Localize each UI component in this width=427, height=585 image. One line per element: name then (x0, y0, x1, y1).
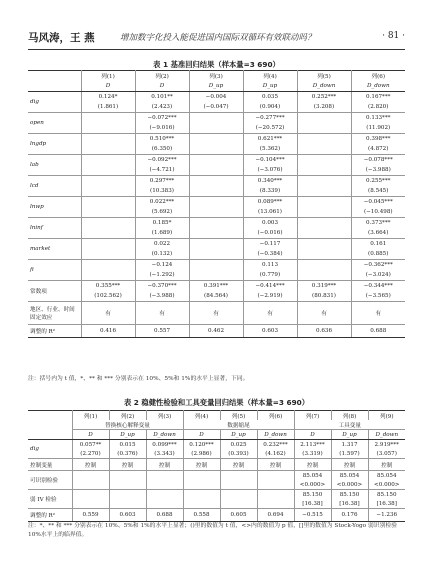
ctrl-label: 控制变量 (28, 459, 72, 471)
t-cell: (2.423) (135, 102, 189, 113)
ctrl-cell: 控制 (109, 459, 146, 471)
t-cell: (−3.988) (351, 165, 405, 176)
coef-cell: 0.022*** (135, 197, 189, 208)
coef-cell (189, 197, 243, 208)
t-cell (81, 249, 135, 260)
r2-cell: 0.557 (135, 325, 189, 338)
t-cell (297, 144, 351, 155)
page-number: · 81 · (382, 31, 405, 41)
t-cell (297, 123, 351, 134)
coef-cell (81, 155, 135, 166)
t-cell: (8.339) (243, 186, 297, 197)
col-head: 列(1) (72, 411, 109, 421)
col-head: 列(4) (183, 411, 220, 421)
coef-cell (189, 113, 243, 124)
empty-cell (220, 471, 257, 490)
dep-var: D_down (351, 81, 405, 92)
coef-cell: 1.317 (331, 440, 368, 450)
coef-cell: 0.133*** (366, 115, 391, 121)
coef-cell: −0.104*** (243, 155, 297, 166)
table2-note: 注：*、** 和 *** 分别表示在 10%、5%和 1%的水平上显著；()里的数值为 t 值，<>内的数值为 p 值，[]里的数值为 Stock-Yogo 弱识别检验 10%水平上的临界值。 (28, 523, 397, 538)
coef-cell (297, 218, 351, 229)
table1 (28, 70, 405, 338)
coef-cell: 0.232*** (257, 440, 294, 450)
t-cell: (84.564) (189, 291, 243, 302)
row-label: lnwp (28, 197, 81, 218)
t-cell (189, 249, 243, 260)
dep-var: D_down (368, 430, 405, 440)
empty-cell (183, 471, 220, 490)
kp-stat: 85.054 (376, 472, 397, 479)
coef-cell: −0.370*** (135, 281, 189, 292)
coef-cell: −0.414*** (243, 281, 297, 292)
empty-cell (109, 471, 146, 490)
t-cell (297, 207, 351, 218)
coef-cell: 0.319*** (297, 281, 351, 292)
col-head: 列(2) (135, 71, 189, 82)
t-cell (297, 165, 351, 176)
coef-cell: 0.003 (243, 218, 297, 229)
t-cell: (−3.076) (243, 165, 297, 176)
col-head: 列(6) (351, 71, 405, 82)
coef-cell (189, 260, 243, 271)
t-cell (81, 186, 135, 197)
coef-cell: 0.161 (370, 241, 387, 247)
t-cell (81, 270, 135, 281)
row-label: dig (28, 440, 72, 459)
ctrl-cell: 控制 (146, 459, 183, 471)
coef-cell: 0.510*** (135, 134, 189, 145)
kp-stat: 85.054 (331, 471, 368, 481)
col-head: 列(9) (368, 411, 405, 421)
t-cell: (13.061) (243, 207, 297, 218)
empty-cell (257, 471, 294, 490)
t-cell (297, 228, 351, 239)
coef-cell: −0.004 (189, 92, 243, 103)
col-head: 列(3) (146, 411, 183, 421)
row-label: lcd (28, 176, 81, 197)
t-cell: (2.986) (183, 449, 220, 459)
weak-cv: [16.38] (331, 499, 368, 509)
coef-cell (81, 260, 135, 271)
r2-cell: −1.236 (368, 509, 405, 522)
coef-cell (189, 155, 243, 166)
coef-cell: 0.297*** (135, 176, 189, 187)
r2-cell: 0.603 (243, 325, 297, 338)
t-cell (81, 123, 135, 134)
col-head: 列(5) (220, 411, 257, 421)
kp-label: 可识别检验 (28, 471, 72, 490)
t-cell: (1.597) (331, 449, 368, 459)
dep-var: D (81, 81, 135, 92)
r2-cell: 0.694 (257, 509, 294, 522)
header-rule (28, 49, 405, 50)
coef-cell: 0.113 (243, 260, 297, 271)
coef-cell: 0.340*** (243, 176, 297, 187)
coef-cell: 0.167*** (366, 94, 391, 100)
row-label: lngdp (28, 134, 81, 155)
t-cell: (−1.292) (135, 270, 189, 281)
t-cell: (1.689) (135, 228, 189, 239)
coef-cell (81, 218, 135, 229)
r2-cell: 0.603 (109, 509, 146, 522)
weak-cv: [16.38] (294, 499, 331, 509)
coef-cell: 0.015 (109, 440, 146, 450)
corner-cell (28, 71, 81, 82)
t-cell: (3.343) (146, 449, 183, 459)
corner-cell (28, 430, 72, 440)
corner-cell (28, 411, 72, 421)
corner-cell (28, 81, 81, 92)
coef-cell (297, 155, 351, 166)
ctrl-cell: 控制 (368, 459, 405, 471)
t-cell (189, 186, 243, 197)
weak-iv-label: 弱 IV 检验 (28, 490, 72, 509)
coef-cell: 0.035 (243, 92, 297, 103)
fe-label (28, 302, 81, 325)
t-cell: (8.545) (351, 186, 405, 197)
coef-cell: 0.373*** (366, 220, 391, 226)
coef-cell: 0.120*** (183, 440, 220, 450)
col-head: 列(6) (257, 411, 294, 421)
ctrl-cell: 控制 (294, 459, 331, 471)
coef-cell: −0.045*** (363, 199, 393, 205)
group-head: 数据缩尾 (183, 420, 294, 430)
t-cell: (−0.384) (243, 249, 297, 260)
fe-cell: 有 (243, 302, 297, 325)
t-cell: (0.779) (243, 270, 297, 281)
t-cell (189, 228, 243, 239)
t-cell: (10.383) (135, 186, 189, 197)
coef-cell: 0.355*** (81, 281, 135, 292)
r2-cell: 0.559 (72, 509, 109, 522)
kp-p: <0.000> (294, 480, 331, 490)
t-cell: (3.057) (368, 449, 405, 459)
t-cell: (3.208) (297, 102, 351, 113)
fe-cell: 有 (135, 302, 189, 325)
coef-cell: 0.089*** (243, 197, 297, 208)
r2-cell: 0.558 (183, 509, 220, 522)
t-cell: (80.831) (297, 291, 351, 302)
empty-cell (109, 490, 146, 509)
r2-label: 调整的 R² (28, 509, 72, 522)
fe-cell: 有 (351, 302, 405, 325)
dep-var: D (135, 81, 189, 92)
kp-p: <0.000> (368, 480, 405, 490)
fe-label-line1: 地区、行业、时间 (30, 307, 75, 313)
t-cell (81, 165, 135, 176)
t-cell: (4.162) (257, 449, 294, 459)
t-cell: (0.885) (351, 249, 405, 260)
coef-cell: 0.099*** (146, 440, 183, 450)
r2-cell: 0.416 (81, 325, 135, 338)
table1-caption: 表 1 基准回归结果（样本量=3 690） (153, 60, 280, 69)
r2-cell: 0.462 (189, 325, 243, 338)
fe-cell: 有 (189, 302, 243, 325)
t-cell: (102.562) (81, 291, 135, 302)
coef-cell: −0.117 (243, 239, 297, 250)
coef-cell: −0.124 (135, 260, 189, 271)
r2-cell: 0.605 (220, 509, 257, 522)
t-cell: (−10.498) (351, 207, 405, 218)
coef-cell: −0.344*** (363, 283, 393, 289)
coef-cell: −0.072*** (135, 113, 189, 124)
t-cell: (2.270) (72, 449, 109, 459)
r2-cell: 0.688 (351, 325, 405, 338)
t-cell (189, 144, 243, 155)
coef-cell: 0.391*** (189, 281, 243, 292)
dep-var: D_down (146, 430, 183, 440)
coef-cell: 0.025 (220, 440, 257, 450)
coef-cell (297, 197, 351, 208)
authors: 马风涛，王 燕 (28, 32, 95, 44)
dep-var: D_down (257, 430, 294, 440)
t-cell: (−0.016) (243, 228, 297, 239)
table2 (28, 410, 405, 522)
r2-cell: 0.688 (146, 509, 183, 522)
t-cell: (2.820) (351, 102, 405, 113)
empty-cell (257, 490, 294, 509)
col-head: 列(1) (81, 71, 135, 82)
t-cell: (−3.565) (351, 291, 405, 302)
r2-cell: 0.636 (297, 325, 351, 338)
dep-var: D_up (220, 430, 257, 440)
t-cell: (4.872) (351, 144, 405, 155)
t-cell: (−3.024) (351, 270, 405, 281)
coef-cell: 0.101** (135, 92, 189, 103)
coef-cell (81, 239, 135, 250)
ctrl-cell: 控制 (183, 459, 220, 471)
t-cell: (5.362) (243, 144, 297, 155)
col-head: 列(7) (294, 411, 331, 421)
t-cell: (−9.016) (135, 123, 189, 134)
r2-label: 调整的 R² (28, 325, 81, 338)
dep-var: D_up (109, 430, 146, 440)
t-cell: (0.393) (220, 449, 257, 459)
col-head: 列(2) (109, 411, 146, 421)
t-cell: (0.376) (109, 449, 146, 459)
running-title: 增加数字化投入能促进国内国际双循环有效联动吗？ (120, 33, 316, 43)
coef-cell: 2.113*** (294, 440, 331, 450)
t-cell: (1.861) (81, 102, 135, 113)
col-head: 列(8) (331, 411, 368, 421)
t-cell (189, 165, 243, 176)
ctrl-cell: 控制 (257, 459, 294, 471)
corner-cell (28, 420, 72, 430)
dep-var: D_down (297, 81, 351, 92)
row-label: market (28, 239, 81, 260)
row-label: open (28, 113, 81, 134)
t-cell (189, 123, 243, 134)
coef-cell: 0.255*** (366, 178, 391, 184)
kp-p: <0.000> (331, 480, 368, 490)
coef-cell: 0.124* (81, 92, 135, 103)
t-cell (297, 186, 351, 197)
t-cell: (−20.572) (243, 123, 297, 134)
empty-cell (220, 490, 257, 509)
coef-cell: −0.277*** (243, 113, 297, 124)
t-cell: (6.350) (135, 144, 189, 155)
weak-cv: [16.38] (368, 499, 405, 509)
coef-cell: 0.252*** (297, 92, 351, 103)
t-cell (81, 207, 135, 218)
coef-cell (81, 113, 135, 124)
t-cell (297, 270, 351, 281)
coef-cell (189, 176, 243, 187)
t-cell: (−4.721) (135, 165, 189, 176)
r2-cell: 0.176 (331, 509, 368, 522)
dep-var: D (294, 430, 331, 440)
weak-stat: 85.150 (376, 491, 397, 498)
coef-cell (189, 239, 243, 250)
coef-cell: 0.022 (135, 239, 189, 250)
t-cell (189, 270, 243, 281)
table1-note: 注：括号内为 t 值，*、** 和 *** 分别表示在 10%、5%和 1%的水平上显著，下同。 (28, 376, 249, 382)
coef-cell: 2.919*** (374, 441, 399, 448)
r2-cell: −0.515 (294, 509, 331, 522)
t-cell (189, 207, 243, 218)
dep-var: D (72, 430, 109, 440)
row-label: lab (28, 155, 81, 176)
dep-var: D_up (243, 81, 297, 92)
t-cell (81, 144, 135, 155)
coef-cell: 0.398*** (366, 136, 391, 142)
coef-cell (81, 176, 135, 187)
col-head: 列(4) (243, 71, 297, 82)
coef-cell: −0.092*** (135, 155, 189, 166)
t-cell: (3.664) (351, 228, 405, 239)
t-cell: (3.319) (294, 449, 331, 459)
t-cell: (−2.919) (243, 291, 297, 302)
empty-cell (146, 471, 183, 490)
ctrl-cell: 控制 (331, 459, 368, 471)
empty-cell (146, 490, 183, 509)
row-label: dig (28, 92, 81, 113)
coef-cell (297, 260, 351, 271)
row-label: fi (28, 260, 81, 281)
coef-cell (189, 134, 243, 145)
t-cell: (0.132) (135, 249, 189, 260)
coef-cell (297, 176, 351, 187)
empty-cell (72, 471, 109, 490)
empty-cell (72, 490, 109, 509)
page-header (28, 30, 405, 44)
coef-cell (297, 113, 351, 124)
kp-stat: 85.054 (294, 471, 331, 481)
t-cell (297, 249, 351, 260)
coef-cell: −0.362*** (363, 262, 393, 268)
coef-cell: 0.185* (135, 218, 189, 229)
row-label: 常数项 (28, 281, 81, 302)
coef-cell (297, 134, 351, 145)
row-label: lninf (28, 218, 81, 239)
coef-cell (81, 197, 135, 208)
weak-stat: 85.150 (331, 490, 368, 500)
coef-cell (189, 218, 243, 229)
col-head: 列(5) (297, 71, 351, 82)
t-cell: (5.692) (135, 207, 189, 218)
coef-cell: 0.621*** (243, 134, 297, 145)
dep-var: D_up (331, 430, 368, 440)
col-head: 列(3) (189, 71, 243, 82)
ctrl-cell: 控制 (72, 459, 109, 471)
t-cell: (−3.988) (135, 291, 189, 302)
t-cell: (11.902) (351, 123, 405, 134)
group-head: 替换核心解释变量 (72, 420, 183, 430)
table2-caption: 表 2 稳健性检验和工具变量回归结果（样本量=3 690） (123, 398, 310, 407)
fe-cell: 有 (81, 302, 135, 325)
group-head: 工具变量 (294, 420, 405, 430)
weak-stat: 85.150 (294, 490, 331, 500)
coef-cell (297, 239, 351, 250)
empty-cell (183, 490, 220, 509)
dep-var: D_up (189, 81, 243, 92)
coef-cell: −0.078*** (363, 157, 393, 163)
coef-cell: 0.057** (72, 440, 109, 450)
ctrl-cell: 控制 (220, 459, 257, 471)
t-cell (81, 228, 135, 239)
fe-label-line2: 固定效应 (30, 315, 53, 321)
t-cell: (0.904) (243, 102, 297, 113)
coef-cell (81, 134, 135, 145)
fe-cell: 有 (297, 302, 351, 325)
dep-var: D (183, 430, 220, 440)
t-cell: (−0.047) (189, 102, 243, 113)
